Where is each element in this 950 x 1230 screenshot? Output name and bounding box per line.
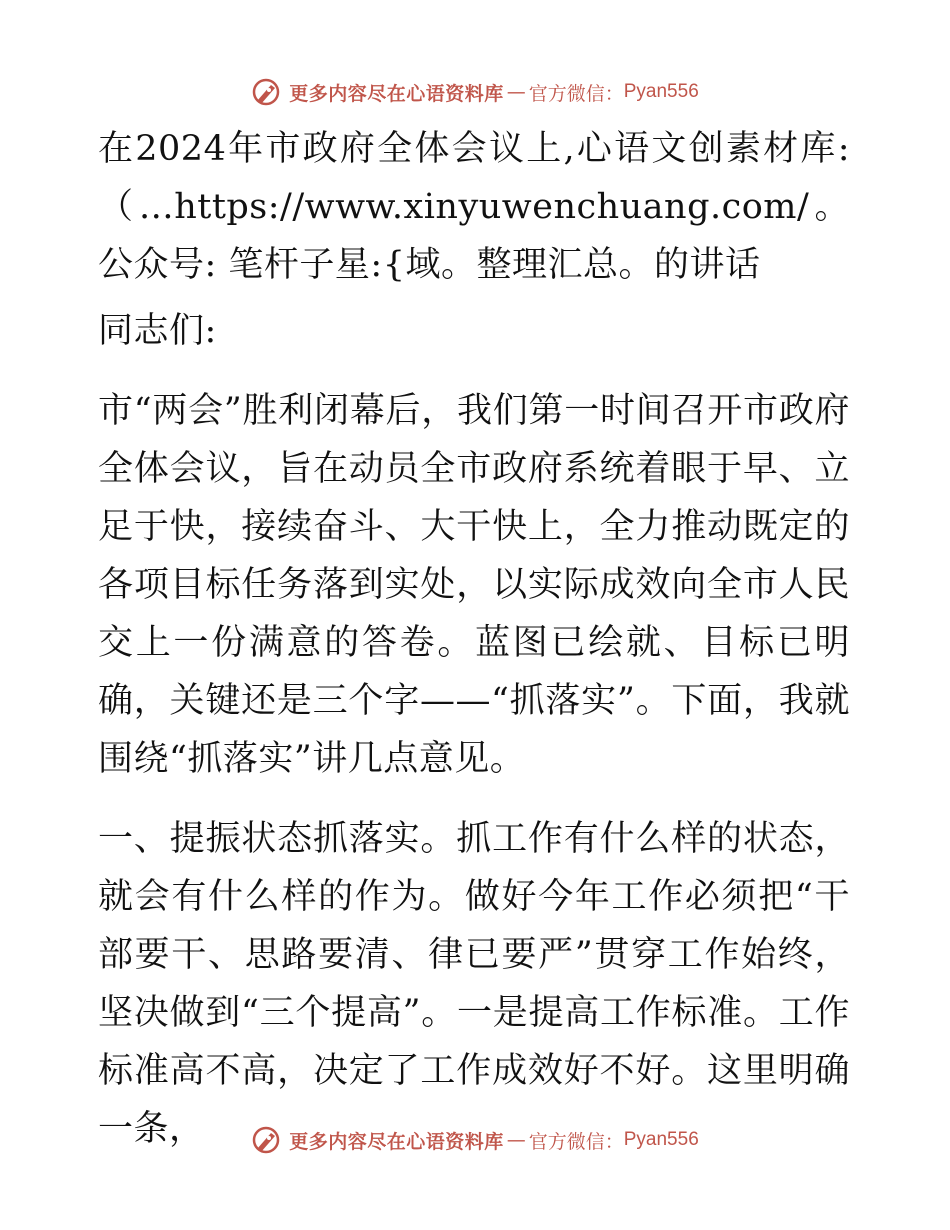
official-label: 官方微信： (528, 1130, 624, 1153)
header-watermark (0, 72, 950, 112)
banner-separator: — (506, 1129, 526, 1151)
banner-separator: — (506, 81, 526, 103)
official-label: 官方微信： (528, 82, 624, 105)
paragraph-1: 市“两会”胜利闭幕后，我们第一时间召开市政府全体会议，旨在动员全市政府系统着眼于早、立足于快，接续奋斗、大干快上，全力推动既定的各项目标任务落到实处，以实际成效向全市人民交上一份满意的答卷。蓝图已绘就、目标已明确，关键还是三个字——“抓落实”。下面，我就围绕“抓落实”讲几点意见。 (98, 391, 850, 779)
footer-watermark (0, 1120, 950, 1160)
salutation: 同志们: (98, 311, 217, 351)
banner-text: 更多内容尽在心语资料库 (289, 1130, 504, 1153)
wechat-id: Pyan556 (623, 1129, 699, 1150)
pen-logo-icon (251, 1125, 281, 1155)
banner-text: 更多内容尽在心语资料库 (289, 82, 504, 105)
wechat-id: Pyan556 (623, 81, 699, 102)
document-body (98, 120, 850, 1158)
pen-logo-icon (251, 77, 281, 107)
document-title: 在2024年市政府全体会议上,心语文创素材库:（…https://www.xinyuwenchuang.com/。公众号: 笔杆子星:{域。整理汇总。的讲话 (98, 129, 850, 285)
paragraph-2: 一、提振状态抓落实。抓工作有什么样的状态，就会有什么样的作为。做好今年工作必须把“干部要干、思路要清、律已要严”贯穿工作始终，坚决做到“三个提高”。一是提高工作标准。工作标准高不高，决定了工作成效好不好。这里明确一条， (98, 819, 850, 1149)
